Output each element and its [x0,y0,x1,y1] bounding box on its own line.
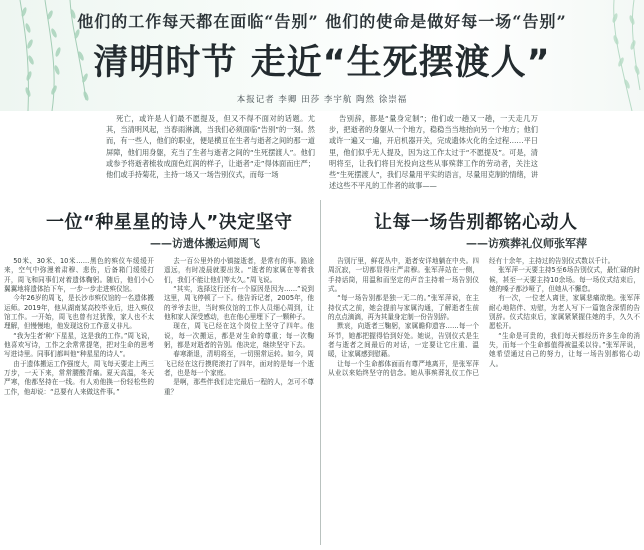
paragraph: 今年26岁的周飞，是长沙市殡仪馆的一名遗体搬运师。2019年，他从湖南某高校毕业后，进入殡仪馆工作。一开始，周飞也曾有过犹豫，家人也不太理解，但慢慢地，他发现这份工作意义非凡。 [4,294,154,331]
paragraph: 春寒渐退，清明将至，一切照常运转。如今，周飞已经在这行摸爬滚打了四年，面对的是每一个逝者，也是每一个家庭。 [164,350,314,378]
tagline: 他们的工作每天都在面临“告别” 他们的使命是做好每一场“告别” [77,12,567,31]
paragraph: “每一场告别都是独一无二的。”张军萍说，在主持仪式之前，她会提前与家属沟通，了解逝者生前的点点滴滴，再为其量身定制一份告别辞。 [328,294,479,322]
header-banner [0,0,644,111]
paragraph: 50米、30米、10米……黑色的殡仪车缓缓开来，空气中弥漫着肃穆、悲伤，后备箱门缓缓打开，周飞和同事们对着遗体鞠躬。随后，他们小心翼翼地将遗体抬下车，一步一步走进殡仪馆。 [4,257,154,294]
page-headline: 清明时节 走近“生死摆渡人” [93,43,551,83]
paragraph: 让每一个生命都体面而有尊严地离开，是张军萍从业以来始终坚守的信念。她从事殡葬礼仪工作已经有十余年，主持过的告别仪式数以千计。 [328,257,615,378]
paragraph: “其实，选择这行还有一个原因是因为……”说到这里，周飞停顿了一下。他告诉记者，2005年，他的爷爷去世，当时殡仪馆的工作人员细心周到，让他和家人深受感动，也在他心里埋下了一颗种子。 [164,285,314,322]
paragraph: 告别厅里，鲜花丛中，逝者安详地躺在中央。四周沉寂，一切都显得庄严肃穆。张军萍站在一侧，手持话筒，用温和而坚定的声音主持着一场告别仪式。 [328,257,479,294]
left-article-body [4,257,314,547]
paragraph: “生命是可贵的，我们每天都经历许多生命的消失，而每一个生命都值得被温柔以待。”张军萍说，她希望通过自己的努力，让每一场告别都铭心动人。 [489,331,640,368]
byline: 本报记者 李卿 田莎 李宇航 陶然 徐崇福 [236,95,408,105]
right-article-body [328,257,640,547]
paragraph: “我为生者‘种’下星星，这是我的工作。”周飞说，他喜欢写诗，工作之余常常提笔，把对生命的思考写进诗里。同事们都叫他“种星星的诗人”。 [4,331,154,359]
paragraph: 张军萍一天要主持5至6场告别仪式，最忙碌的时候，甚至一天要主持10余场。每一场仪式结束后，她的嗓子都沙哑了，但她从不懈怠。 [489,266,640,294]
column-divider [320,200,321,545]
left-section-title: 一位“种星星的诗人”决定坚守 [46,212,293,233]
paragraph: 默哀，向逝者三鞠躬，家属瞻仰遗容……每一个环节，她都把握得恰到好处。她说，告别仪式是生者与逝者之间最后的对话，一定要让它庄重、温暖，让家属感到慰藉。 [328,322,479,359]
paragraph: 是啊，那些伴我们走完最后一程的人，怎可不尊重？ [164,378,314,396]
intro-column-2: 告别辞，都是“量身定制”；他们或一趟又一趟，一天走几万步，把逝者的身躯从一个地方，稳稳当当地抬向另一个地方；他们或许一遍又一遍，开启机器开关，完成遗体火化的全过程……平日里，他们似乎无人提及，因为这工作太过于“不愿提及”。可是，清明将至，让我们将目光投向这些从事殡葬工作的劳动者，关注这些“生死摆渡人”，我们尽量用平实的语言，尽量用克制的情绪，讲述这些不平凡的工作者的故事—— [329,114,538,191]
paragraph: 由于遗体搬运工作强度大，周飞每天要走上两三万步，一天下来，常常腰酸背痛。夏天高温，冬天严寒，他都坚持在一线。有人劝他换一份轻松些的工作，他却说：“总要有人来做这件事。” [4,359,154,396]
paragraph: 去一百公里外的小镇接逝者，是常有的事。路途遥远，有时凌晨就要出发。“逝者的家属在等着我们，我们不能让他们等太久。”周飞说。 [164,257,314,284]
intro-column-1: 死亡，或许是人们最不愿提及，但又不得不面对的话题。尤其，当清明风起，当春雨淋漓，当我们必须面临“告别”的一刻。然而，有一些人，他们的职业，便是横亘在生者与逝者之间的那一道屏障，他们用身躯，充当了生者与逝者之间的“生死摆渡人”。他们或参予将逝者梳妆成面色红润的样子，让逝者“走”得体面而庄严；他们或手持菊花，主持一场又一场告别仪式，而每一场 [106,114,315,180]
right-section-title: 让每一场告别都铭心动人 [374,212,578,233]
paragraph: 现在，周飞已经在这个岗位上坚守了四年。他说，每一次搬运，都是对生命的尊重；每一次鞠躬，都是对逝者的告别。他决定，继续坚守下去。 [164,322,314,350]
intro-block [106,113,538,195]
right-section-subtitle: ——访殡葬礼仪师张军萍 [466,237,587,250]
left-section-subtitle: ——访遗体搬运师周飞 [150,237,260,250]
paragraph: 有一次，一位老人离世，家属悲痛欲绝。张军萍耐心地陪伴、劝慰，为老人写下一篇饱含深情的告别辞。仪式结束后，家属紧紧握住她的手，久久不愿松开。 [489,294,640,331]
